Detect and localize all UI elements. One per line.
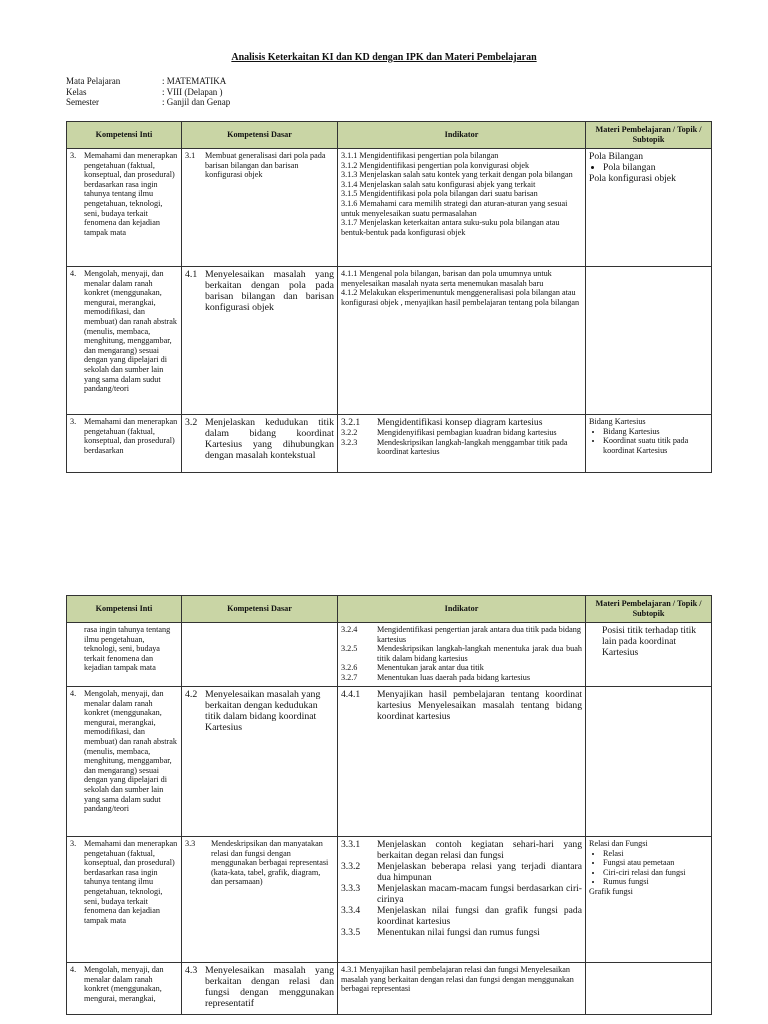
ki-cell (67, 963, 182, 1015)
indikator-item (341, 883, 582, 905)
kd-cell (182, 149, 338, 267)
materi-item: • Fungsi atau pemetaan (603, 858, 708, 868)
materi-list (589, 427, 708, 456)
ki-text: Mengolah, menyaji, dan menalar dalam ranah konkret (menggunakan, mengurai, merangkai, memodifikasi, dan membuat) dan ranah abstrak (menulis, membaca, menghitung, menggambar, dan mengarang) sesuai dengan yang dipelajari di sekolah dan sumber lain yang sama dalam sudut pandang/teori (84, 269, 177, 394)
materi-item: Grafik fungsi (589, 886, 633, 896)
indikator-number: 3.3.1 (341, 839, 361, 850)
indikator-number: 3.2.3 (341, 437, 358, 447)
ki-number: 3. (70, 151, 77, 160)
indikator-cell (338, 837, 586, 963)
materi-cell (586, 267, 712, 415)
header-ki: Kompetensi Inti (67, 596, 182, 623)
kd-text: Menyelesaikan masalah yang berkaitan dengan relasi dan fungsi dengan menggunakan representatif (205, 965, 334, 1009)
ki-number: 3. (70, 839, 77, 848)
indikator-text: Menjelaskan contoh kegiatan sehari-hari yang berkaitan degan relasi dan fungsi (377, 839, 582, 861)
indikator-cell (338, 149, 586, 267)
materi-item: • Bidang Kartesius (603, 427, 708, 437)
meta-row-semester (66, 97, 230, 108)
indikator-number: 3.3.2 (341, 861, 361, 872)
indikator-number: 3.3.5 (341, 927, 361, 938)
ki-cell (67, 267, 182, 415)
indikator-text: Mendeskripsikan langkah-langkah menggambar titik pada koordinat kartesius (377, 437, 568, 457)
header-kd: Kompetensi Dasar (182, 596, 338, 623)
materi-heading: Bidang Kartesius (589, 417, 646, 426)
materi-cell (586, 415, 712, 473)
ki-cell (67, 837, 182, 963)
kd-text: Membuat generalisasi dari pola pada barisan bilangan dan barisan konfigurasi objek (205, 151, 326, 180)
kd-text: Mendeskripsikan dan manyatakan relasi dan fungsi dengan menggunakan berbagai representasi (kata-kata, tabel, grafik, diagram, dan persamaan) (211, 839, 329, 887)
indikator-number: 3.2.2 (341, 428, 358, 437)
indikator-item: 3.1.7 Menjelaskan keterkaitan antara suku-suku pola bilangan atau bentuk-bentuk pada konfigurasi objek (341, 218, 560, 237)
meta-value: : VIII (Delapan ) (162, 86, 223, 97)
materi-item: Posisi titik terhadap titik lain pada koordinat Kartesius (602, 625, 697, 658)
indikator-item: 4.1.1 Mengenal pola bilangan, barisan dan pola umumnya untuk menyelesaikan masalah nyata serta menemukan masalah baru (341, 269, 552, 288)
kd-text: Menyelesaikan masalah yang berkaitan dengan kedudukan titik dalam bidang koordinat Kartesius (205, 689, 321, 733)
indikator-text: Menjelaskan nilai fungsi dan grafik fungsi pada koordinat kartesius (377, 905, 582, 927)
meta-label: Semester (66, 97, 99, 107)
indikator-text: Menentukan luas daerah pada bidang kartesius (377, 672, 531, 682)
indikator-item: 3.1.3 Menjelaskan salah satu kontek yang terkait dengan pola bilangan (341, 170, 573, 180)
materi-cell (586, 837, 712, 963)
kd-number: 4.3 (185, 965, 198, 976)
ki-cell (67, 623, 182, 687)
indikator-number: 3.2.6 (341, 663, 358, 673)
indikator-number: 4.4.1 (341, 689, 361, 700)
indikator-cell (338, 687, 586, 837)
kd-text: Menyelesaikan masalah yang berkaitan dengan pola pada barisan bilangan dan barisan konfigurasi objek (205, 269, 334, 313)
indikator-text: Menentukan nilai fungsi dan rumus fungsi (377, 927, 540, 938)
indikator-text: Menjelaskan macam-macam fungsi berdasarkan ciri-cirinya (377, 883, 582, 905)
kd-text: Menjelaskan kedudukan titik dalam bidang koordinat Kartesius yang dihubungkan dengan masalah kontekstual (205, 417, 334, 461)
ki-number: 4. (70, 689, 77, 698)
indikator-number: 3.2.5 (341, 644, 358, 654)
kd-number: 3.3 (185, 839, 196, 848)
meta-value: : MATEMATIKA (162, 76, 227, 86)
document-title: Analisis Keterkaitan KI dan KD dengan IPK dan Materi Pembelajaran (231, 52, 537, 63)
indikator-item (341, 905, 582, 927)
ki-number: 3. (70, 417, 77, 426)
indikator-item: 3.1.2 Mengidentifikasi pengertian pola konvigurasi objek (341, 160, 530, 170)
materi-cell (586, 687, 712, 837)
indikator-item (341, 417, 582, 428)
indikator-text: Menyajikan hasil pembelajaran tentang koordinat kartesius Menyelesaikan masalah tentang bidang koordinat kartesius (377, 689, 582, 722)
ki-cell (67, 687, 182, 837)
materi-item: • Koordinat suatu titik pada koordinat Kartesius (603, 436, 708, 455)
indikator-text: Mendeskripsikan langkah-langkah menentuka jarak dua buah titik dalam bidang kartesius (377, 644, 582, 663)
materi-list (589, 849, 708, 887)
indikator-text: Menjelaskan beberapa relasi yang terjadi diantara dua himpunan (377, 861, 582, 883)
indikator-number: 3.3.3 (341, 883, 361, 894)
indikator-number: 3.2.7 (341, 672, 358, 682)
header-materi: Materi Pembelajaran / Topik / Subtopik (586, 596, 712, 623)
indikator-cell (338, 415, 586, 473)
meta-label: Kelas (66, 86, 87, 97)
header-materi: Materi Pembelajaran / Topik / Subtopik (586, 122, 712, 149)
indikator-item (341, 438, 582, 457)
kd-number: 3.2 (185, 417, 198, 428)
table-header-row (67, 596, 712, 623)
materi-list (589, 162, 708, 173)
ki-text: Memahami dan menerapkan pengetahuan (faktual, konseptual, dan prosedural) berdasarkan rasa ingin tahunya tentang ilmu pengetahuan, teknologi, seni, budaya terkait fenomena dan kejadian tampak mata (84, 151, 178, 237)
indikator-cell (338, 623, 586, 687)
kd-number: 3.1 (185, 151, 196, 160)
ki-cell (67, 149, 182, 267)
kd-number: 4.1 (185, 269, 198, 280)
indikator-text: Mengidenyifikasi pembagian kuadran bidang kartesius (377, 428, 557, 437)
materi-cell (586, 149, 712, 267)
ki-text: rasa ingin tahunya tentang ilmu pengetahuan, teknologi, seni, budaya terkait fenomena dan kejadian tampak mata (84, 625, 171, 673)
indikator-item (341, 644, 582, 663)
table-row (67, 415, 712, 473)
ki-text: Memahami dan menerapkan pengetahuan (faktual, konseptual, dan prosedural) berdasarkan (84, 417, 178, 455)
table-header-row (67, 122, 712, 149)
materi-item: • Rumus fungsi (603, 877, 708, 887)
meta-row-kelas (66, 87, 230, 98)
indikator-item: 3.1.4 Menjelaskan salah satu konfigurasi abjek yang terkait (341, 179, 536, 189)
indikator-item (341, 625, 582, 644)
kd-cell (182, 963, 338, 1015)
header-ki: Kompetensi Inti (67, 122, 182, 149)
indikator-number: 3.3.4 (341, 905, 361, 916)
table-row (67, 837, 712, 963)
header-kd: Kompetensi Dasar (182, 122, 338, 149)
table-row (67, 267, 712, 415)
meta-label: Mata Pelajaran (66, 76, 121, 86)
indikator-item: 3.1.5 Mengidentifikasi pola pola bilangan dari suatu barisan (341, 189, 538, 199)
analysis-table-2 (66, 595, 712, 1015)
kd-number: 4.2 (185, 689, 198, 700)
indikator-cell (338, 267, 586, 415)
table-row (67, 623, 712, 687)
kd-cell (182, 687, 338, 837)
indikator-item (341, 673, 582, 683)
indikator-text: Mengidentifikasi konsep diagram kartesius (377, 417, 543, 428)
materi-item: • Pola bilangan (603, 162, 708, 173)
materi-item: • Ciri-ciri relasi dan fungsi (603, 868, 708, 878)
header-indikator: Indikator (338, 596, 586, 623)
ki-number: 4. (70, 269, 77, 278)
indikator-cell (338, 963, 586, 1015)
document-meta (66, 76, 230, 108)
ki-number: 4. (70, 965, 77, 974)
table-row (67, 149, 712, 267)
table-row (67, 687, 712, 837)
meta-row-mapel (66, 76, 230, 87)
ki-cell (67, 415, 182, 473)
indikator-item (341, 663, 582, 673)
indikator-item (341, 861, 582, 883)
indikator-text: Menentukan jarak antar dua titik (377, 663, 484, 673)
indikator-item: 4.3.1 Menyajikan hasil pembelajaran relasi dan fungsi Menyelesaikan masalah yang berkaitan dengan relasi dan fungsi dengan menggunakan berbagai representasi (341, 965, 574, 994)
kd-cell (182, 267, 338, 415)
materi-heading: Relasi dan Fungsi (589, 839, 648, 848)
ki-text: Mengolah, menyaji, dan menalar dalam ranah konkret (menggunakan, mengurai, merangkai, (84, 965, 164, 1003)
indikator-item (341, 839, 582, 861)
materi-item: • Relasi (603, 849, 708, 859)
ki-text: Memahami dan menerapkan pengetahuan (faktual, konseptual, dan prosedural) berdasarkan rasa ingin tahunya tentang ilmu pengetahuan, teknologi, seni, budaya terkait fenomena dan kejadian tampak mata (84, 839, 178, 925)
indikator-item: 3.1.6 Memahami cara memilih strategi dan aturan-aturan yang sesuai untuk menyelesaikan suatu permasalahan (341, 198, 568, 218)
indikator-number: 3.2.4 (341, 625, 358, 634)
indikator-item (341, 428, 582, 438)
indikator-item: 4.1.2 Melakukan eksperimenuntuk menggeneralisasi pola bilangan atau konfigurasi objek , menyajikan hasil pembelajaran tentang pola bilangan (341, 288, 580, 307)
indikator-number: 3.2.1 (341, 417, 361, 428)
table-row (67, 963, 712, 1015)
meta-value: : Ganjil dan Genap (162, 97, 231, 107)
kd-cell (182, 837, 338, 963)
ki-text: Mengolah, menyaji, dan menalar dalam ranah konkret (menggunakan, mengurai, merangkai, memodifikasi, dan membuat) dan ranah abstrak (menulis, membaca, menghitung, menggambar, dan mengarang) sesuai dengan yang dipelajari di sekolah dan sumber lain yang sama dalam sudut pandang/teori (84, 689, 177, 814)
indikator-text: Mengidentifikasi pengertian jarak antara dua titik pada bidang kartesius (377, 625, 581, 644)
materi-cell (586, 963, 712, 1015)
materi-heading: Pola Bilangan (589, 151, 644, 162)
header-indikator: Indikator (338, 122, 586, 149)
indikator-item: 3.1.1 Mengidentifikasi pengertian pola bilangan (341, 151, 499, 160)
kd-cell (182, 623, 338, 687)
materi-cell (586, 623, 712, 687)
kd-cell (182, 415, 338, 473)
analysis-table-1 (66, 121, 712, 473)
materi-item: Pola konfigurasi objek (589, 173, 676, 184)
indikator-item (341, 927, 582, 938)
